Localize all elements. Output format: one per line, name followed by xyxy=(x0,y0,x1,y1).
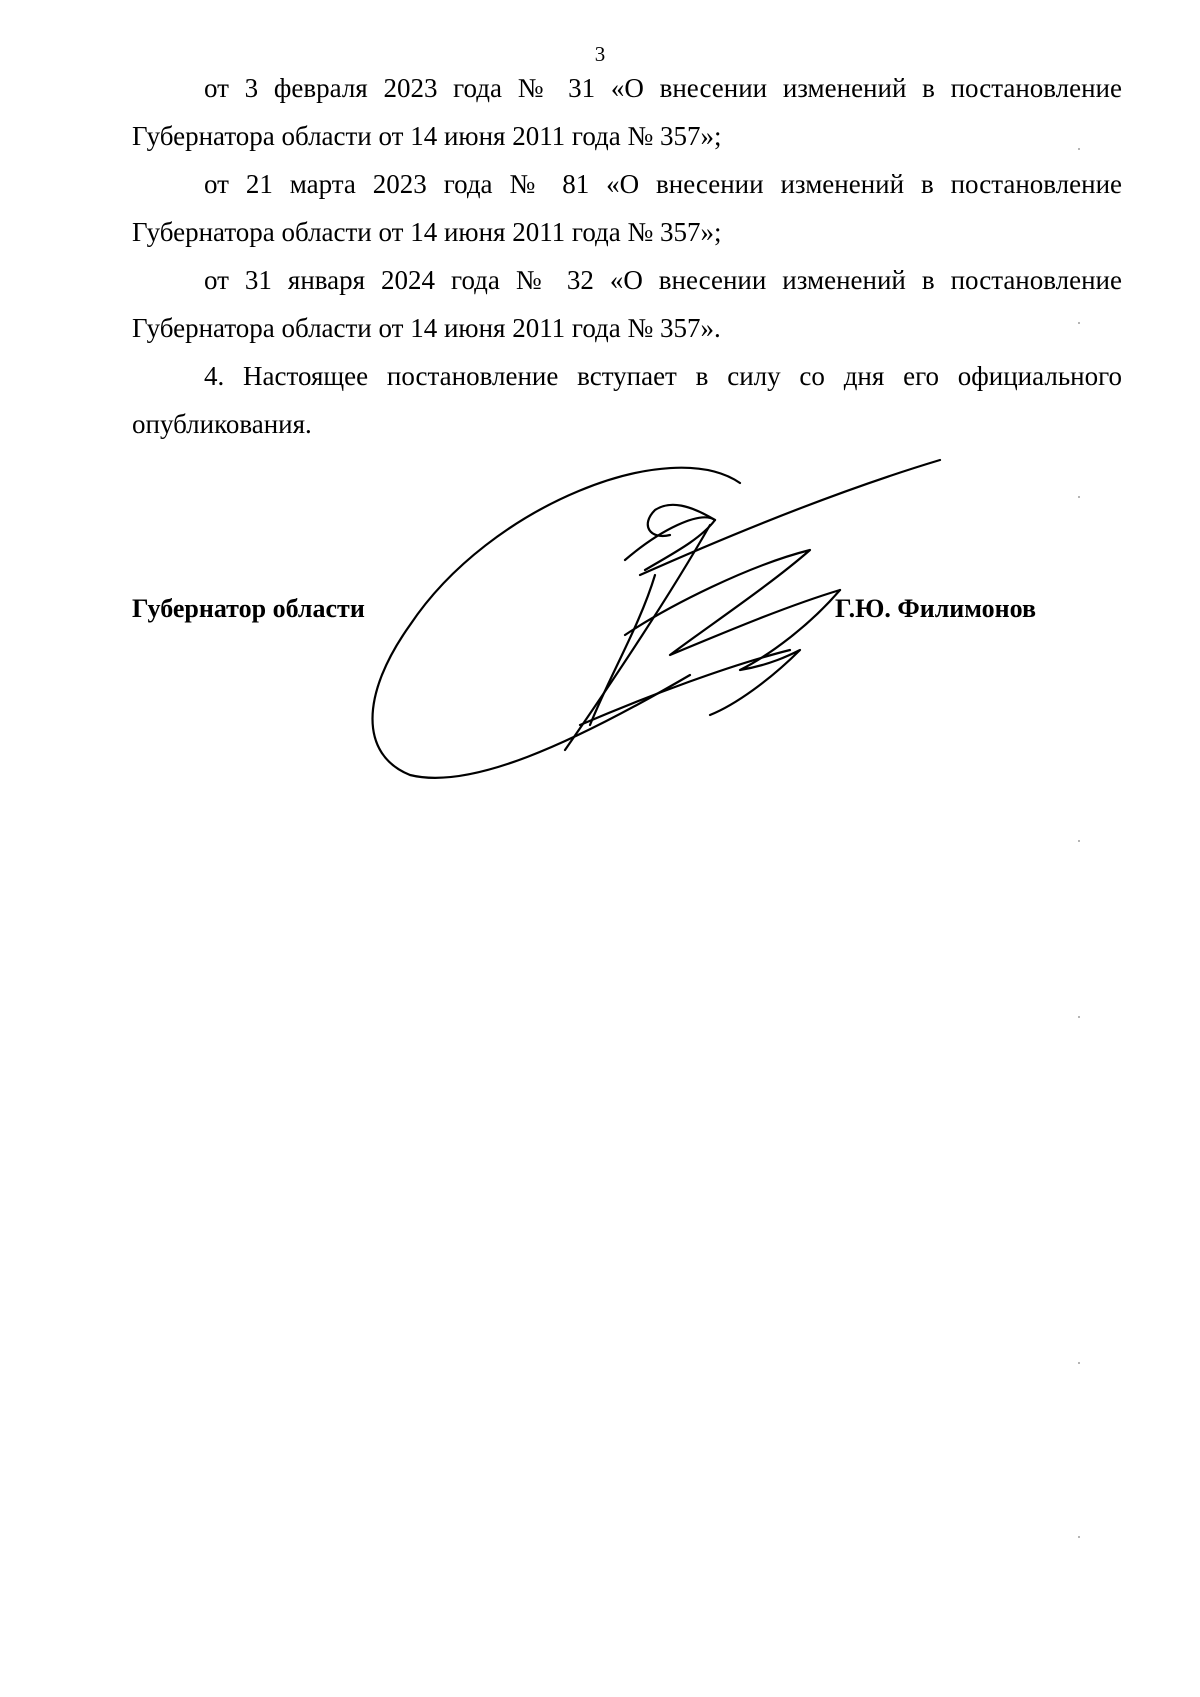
paragraph-amendment-2023-03: от 21 марта 2023 года № 81 «О внесении изменений в постановление Губернатора области от 14 июня 2011 года № 357»; xyxy=(132,169,1122,247)
scan-speck xyxy=(1078,1362,1080,1364)
scan-speck xyxy=(1078,1016,1080,1018)
signature-block xyxy=(132,592,1122,632)
scan-speck xyxy=(1078,1536,1080,1538)
signer-name: Г.Ю. Филимонов xyxy=(835,594,1037,623)
scan-speck xyxy=(1078,148,1080,150)
paragraph-amendment-2023-02: от 3 февраля 2023 года № 31 «О внесении изменений в постановление Губернатора области от 14 июня 2011 года № 357»; xyxy=(132,73,1122,151)
scan-speck xyxy=(1078,840,1080,842)
paragraph-effective-date: 4. Настоящее постановление вступает в силу со дня его официального опубликования. xyxy=(132,361,1122,439)
scan-speck xyxy=(1078,322,1080,324)
page-number: 3 xyxy=(594,42,606,66)
signer-position: Губернатор области xyxy=(132,594,365,623)
document-body xyxy=(132,64,1122,448)
paragraph-amendment-2024-01: от 31 января 2024 года № 32 «О внесении изменений в постановление Губернатора области от 14 июня 2011 года № 357». xyxy=(132,265,1122,343)
scan-speck xyxy=(1078,496,1080,498)
